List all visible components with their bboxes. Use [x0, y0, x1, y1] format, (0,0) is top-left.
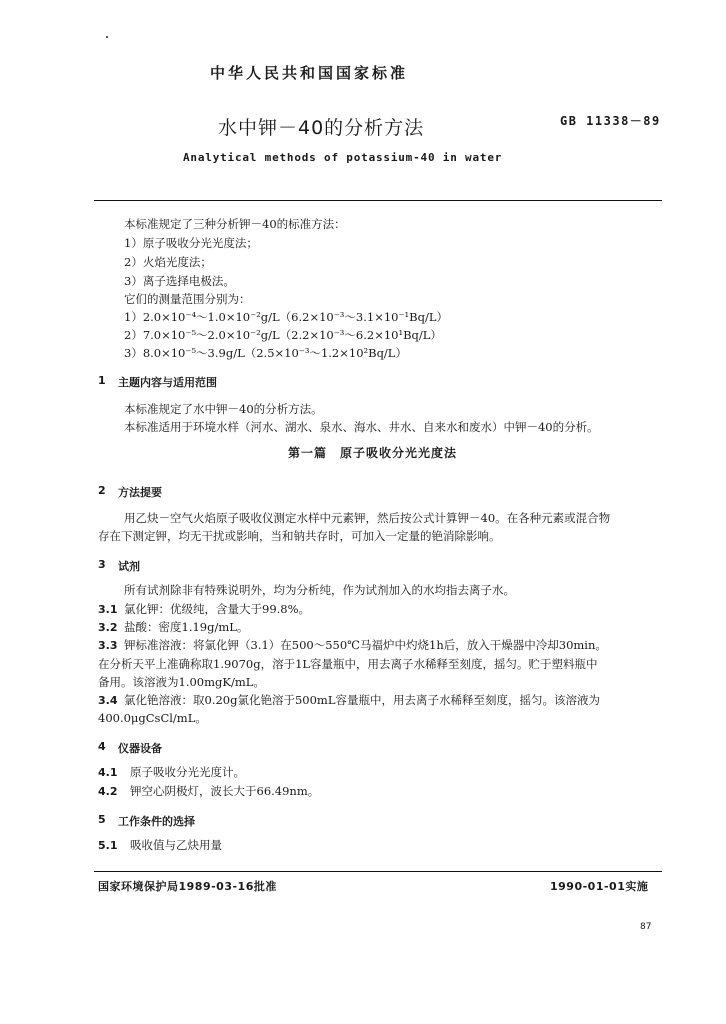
- footer-rule: [94, 871, 662, 872]
- section-title: 主题内容与适用范围: [118, 376, 217, 389]
- item-text: 原子吸收分光光度计。: [130, 765, 245, 779]
- intro-line: 3）离子选择电极法。: [124, 274, 235, 288]
- item-number: 4.2: [98, 785, 118, 798]
- section-text: 本标准规定了水中钾－40的分析方法。: [124, 402, 323, 416]
- item-text: 盐酸：密度1.19g/mL。: [124, 620, 249, 634]
- item-text: 吸收值与乙炔用量: [130, 838, 222, 852]
- section-number: 3: [98, 558, 106, 571]
- intro-line: 它们的测量范围分别为：: [124, 292, 251, 306]
- section-title: 试剂: [118, 560, 140, 573]
- item-number: 3.1: [98, 603, 118, 616]
- item-text: 氯化钾：优级纯，含量大于99.8%。: [124, 602, 311, 616]
- item-number: 5.1: [98, 839, 118, 852]
- item-number: 3.2: [98, 621, 118, 634]
- section-number: 2: [98, 484, 106, 497]
- item-text: 钾空心阴极灯，波长大于66.49nm。: [130, 784, 320, 798]
- approval-date: 国家环境保护局1989-03-16批准: [98, 880, 277, 893]
- item-text: 400.0μgCsCl/mL。: [98, 711, 207, 725]
- document-title-english: Analytical methods of potassium-40 in water: [183, 151, 503, 164]
- section-text: 所有试剂除非有特殊说明外，均为分析纯，作为试剂加入的水均指去离子水。: [124, 583, 515, 597]
- item-number: 3.4: [98, 694, 118, 707]
- page-number: 87: [640, 922, 652, 932]
- scan-speck: [106, 36, 108, 38]
- section-title: 仪器设备: [118, 742, 162, 755]
- item-text: 在分析天平上准确称取1.9070g，溶于1L容量瓶中，用去离子水稀释至刻度，摇匀。贮于塑料瓶中: [98, 657, 598, 671]
- item-number: 3.3: [98, 639, 118, 652]
- range-line: 3）8.0×10⁻⁵～3.9g/L（2.5×10⁻³～1.2×10²Bq/L）: [124, 346, 407, 360]
- intro-line: 1）原子吸收分光光度法；: [124, 236, 258, 250]
- document-title: 水中钾－40的分析方法: [218, 117, 425, 139]
- standard-code: GB 11338－89: [560, 114, 661, 128]
- range-line: 2）7.0×10⁻⁵～2.0×10⁻²g/L（2.2×10⁻³～6.2×10¹Bq/L）: [124, 328, 442, 342]
- section-number: 4: [98, 740, 106, 753]
- section-number: 1: [98, 374, 106, 387]
- section-text: 用乙炔－空气火焰原子吸收仪测定水样中元素钾，然后按公式计算钾－40。在各种元素或混合物: [124, 511, 611, 525]
- item-number: 4.1: [98, 766, 118, 779]
- intro-line: 2）火焰光度法；: [124, 255, 212, 269]
- section-number: 5: [98, 813, 106, 826]
- range-line: 1）2.0×10⁻⁴～1.0×10⁻²g/L（6.2×10⁻³～3.1×10⁻¹Bq/L）: [124, 310, 448, 324]
- header-rule: [94, 200, 662, 201]
- section-text: 存在下测定钾，均无干扰或影响，当和钠共存时，可加入一定量的铯消除影响。: [98, 529, 501, 543]
- standard-type-heading: 中华人民共和国国家标准: [210, 64, 409, 82]
- item-text: 备用。该溶液为1.00mgK/mL。: [98, 675, 265, 689]
- section-title: 工作条件的选择: [118, 815, 195, 828]
- item-text: 钾标准溶液：将氯化钾（3.1）在500～550℃马福炉中灼烧1h后，放入干燥器中冷却30min。: [124, 638, 607, 652]
- section-title: 方法提要: [118, 486, 162, 499]
- intro-line: 本标准规定了三种分析钾－40的标准方法：: [124, 217, 346, 231]
- item-text: 氯化铯溶液：取0.20g氯化铯溶于500mL容量瓶中，用去离子水稀释至刻度，摇匀。该溶液为: [124, 693, 600, 707]
- section-text: 本标准适用于环境水样（河水、湖水、泉水、海水、井水、自来水和废水）中钾－40的分析。: [124, 420, 599, 434]
- effective-date: 1990-01-01实施: [550, 880, 649, 893]
- part-title: 第一篇 原子吸收分光光度法: [288, 446, 458, 460]
